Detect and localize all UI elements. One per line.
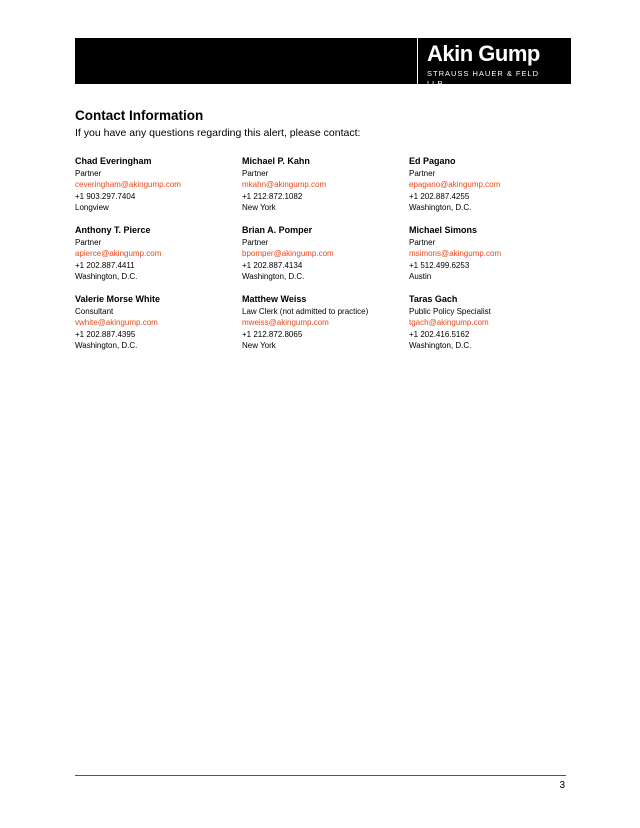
contact-card xyxy=(242,294,409,352)
logo-divider xyxy=(417,38,418,84)
contact-city: Washington, D.C. xyxy=(75,272,138,282)
contact-city: Washington, D.C. xyxy=(242,272,305,282)
contact-name: Brian A. Pomper xyxy=(242,224,313,235)
section-heading: Contact Information xyxy=(75,108,204,123)
contact-card xyxy=(75,156,242,214)
contact-card xyxy=(409,294,575,352)
contact-card xyxy=(242,156,409,214)
contact-email-link[interactable]: bpomper@akingump.com xyxy=(242,249,334,259)
contact-title: Partner xyxy=(75,168,102,178)
contact-city: Longview xyxy=(75,203,109,213)
contact-email-link[interactable]: vwhite@akingump.com xyxy=(75,318,158,328)
contact-city: New York xyxy=(242,341,276,351)
contact-email-link[interactable]: mkahn@akingump.com xyxy=(242,180,327,190)
contact-phone: +1 212.872.8065 xyxy=(242,329,303,339)
contact-title: Partner xyxy=(242,168,269,178)
contact-phone: +1 202.887.4395 xyxy=(75,329,136,339)
footer-rule xyxy=(75,775,566,776)
contact-title: Consultant xyxy=(75,306,114,316)
firm-logo xyxy=(427,41,557,89)
contact-city: Austin xyxy=(409,272,432,282)
contact-phone: +1 202.887.4411 xyxy=(75,260,135,270)
contact-title: Partner xyxy=(409,168,436,178)
contact-city: Washington, D.C. xyxy=(409,203,472,213)
contact-email-link[interactable]: msimons@akingump.com xyxy=(409,249,502,259)
contact-card xyxy=(409,156,575,214)
contact-card xyxy=(242,225,409,283)
contact-phone: +1 212.872.1082 xyxy=(242,191,303,201)
contact-name: Matthew Weiss xyxy=(242,293,307,304)
contact-card xyxy=(75,225,242,283)
contact-email-link[interactable]: tgach@akingump.com xyxy=(409,318,489,328)
contact-email-link[interactable]: epagano@akingump.com xyxy=(409,180,501,190)
logo-sub-text: STRAUSS HAUER & FELD LLP xyxy=(427,69,540,88)
contact-email-link[interactable]: ceveringham@akingump.com xyxy=(75,180,181,190)
contact-title: Law Clerk (not admitted to practice) xyxy=(242,306,369,316)
contacts-grid xyxy=(75,156,575,352)
contact-name: Anthony T. Pierce xyxy=(75,224,151,235)
contact-city: Washington, D.C. xyxy=(409,341,472,351)
contact-name: Chad Everingham xyxy=(75,156,152,166)
page-number: 3 xyxy=(559,780,565,791)
contact-name: Michael P. Kahn xyxy=(242,156,310,166)
contact-card xyxy=(75,294,242,352)
contact-phone: +1 202.416.5162 xyxy=(409,329,470,339)
contact-title: Partner xyxy=(409,237,436,247)
contact-name: Taras Gach xyxy=(409,293,458,304)
contact-name: Valerie Morse White xyxy=(75,293,161,304)
header-banner xyxy=(75,38,571,88)
contact-city: Washington, D.C. xyxy=(75,341,138,351)
contact-title: Partner xyxy=(242,237,269,247)
contact-title: Public Policy Specialist xyxy=(409,306,491,316)
contact-card xyxy=(409,225,575,283)
contact-email-link[interactable]: apierce@akingump.com xyxy=(75,249,162,259)
contact-phone: +1 202.887.4134 xyxy=(242,260,303,270)
contact-name: Ed Pagano xyxy=(409,156,456,166)
contact-phone: +1 903.297.7404 xyxy=(75,191,136,201)
contact-phone: +1 512.499.6253 xyxy=(409,260,470,270)
contact-title: Partner xyxy=(75,237,102,247)
intro-text: If you have any questions regarding this alert, please contact: xyxy=(75,127,361,139)
contact-email-link[interactable]: mweiss@akingump.com xyxy=(242,318,329,328)
logo-main-text: Akin Gump xyxy=(427,41,540,66)
contact-city: New York xyxy=(242,203,276,213)
contact-phone: +1 202.887.4255 xyxy=(409,191,470,201)
contact-name: Michael Simons xyxy=(409,224,478,235)
